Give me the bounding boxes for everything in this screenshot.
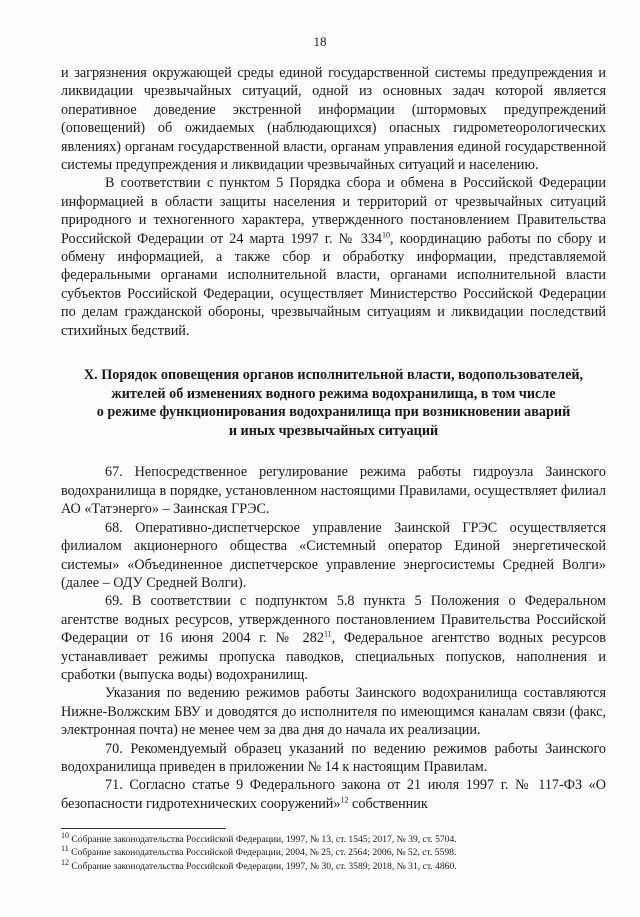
footnote-text: Собрание законодательства Российской Федерации, 2004, № 25, ст. 2564; 2006, № 52, ст. 5598.	[68, 847, 457, 859]
footnote-item	[61, 857, 606, 873]
footnote-number: 10	[61, 830, 69, 840]
paragraph-text: собственник	[348, 795, 428, 812]
footnote-number: 11	[61, 844, 69, 854]
heading-line: X. Порядок оповещения органов исполнительной власти, водопользователей,	[83, 367, 584, 384]
footnote-text: Собрание законодательства Российской Федерации, 1997, № 13, ст. 1545; 2017, № 39, ст. 5704.	[69, 834, 457, 845]
paragraph-text: 71. Согласно статье 9 Федерального закона от 21 июля 1997 г. № 117-ФЗ «О безопасности гидротехнических сооружений»	[61, 777, 606, 812]
document-body	[61, 64, 606, 813]
footnote-ref-12[interactable]: 12	[340, 795, 349, 805]
paragraph-69	[61, 592, 606, 684]
paragraph-67: 67. Непосредственное регулирование режима работы гидроузла Заинского водохранилища в порядке, установленном настоящими Правилами, осуществляет филиал АО «Татэнерго» – Заинская ГРЭС.	[61, 464, 606, 518]
paragraph-69-instructions: Указания по ведению режимов работы Заинского водохранилища составляются Нижне-Волжским БВУ и доводятся до исполнителя по имеющимся каналам связи (факс, электронная почта) не менее чем за два дня до начала их реализации.	[61, 685, 606, 739]
paragraph-text: , координацию работы по сбору и обмену информацией, а также сбор и обработку информации, представляемой федеральными органами исполнительной власти, органами исполнительной власти субъектов Российской Федерации, осуществляет Министерство Российской Федерации по делам гражданской обороны, чрезвычайным ситуациям и ликвидации последствий стихийных бедствий.	[61, 230, 606, 339]
footnote-item	[61, 846, 606, 859]
footnote-divider	[61, 828, 226, 829]
paragraph-text: , Федеральное агентство водных ресурсов устанавливает режимы пропуска паводков, специальных попусков, наполнения и сработки (выпуска воды) водохранилищ.	[61, 630, 606, 683]
footnotes	[61, 830, 606, 873]
heading-line: и иных чрезвычайных ситуаций	[228, 422, 439, 439]
paragraph-continuation: и загрязнения окружающей среды единой государственной системы предупреждения и ликвидации чрезвычайных ситуаций, одной из основных задач которой является оперативное доведение экстренной информации (штормовых предупреждений (оповещений) об ожидаемых (наблюдающихся) опасных гидрометеорологических явлениях) органам государственной власти, органам управления единой государственной системы предупреждения и ликвидации чрезвычайных ситуаций и населению.	[61, 65, 606, 174]
heading-line: о режиме функционирования водохранилища при возникновении аварий	[96, 404, 571, 421]
paragraph-71	[61, 776, 606, 813]
paragraph-coordination	[61, 174, 606, 340]
footnote-item	[61, 830, 606, 846]
page-number: 18	[313, 34, 327, 49]
paragraph-text: 69. В соответствии с подпунктом 5.8 пункта 5 Положения о Федеральном агентстве водных ресурсов, утвержденного постановлением Правительства Российской Федерации от 16 июня 2004 г. № 282	[61, 593, 606, 647]
footnote-text: Собрание законодательства Российской Федерации, 1997, № 30, ст. 3589; 2018, № 31, ст. 4860.	[69, 860, 457, 872]
section-heading	[61, 366, 606, 440]
paragraph-68: 68. Оперативно-диспетчерское управление Заинской ГРЭС осуществляется филиалом акционерного общества «Системный оператор Единой энергетической системы» «Объединенное диспетчерское управление энергосистемы Средней Волги» (далее – ОДУ Средней Волги).	[61, 519, 606, 591]
footnote-ref-11[interactable]: 11	[323, 629, 332, 639]
paragraph-70: 70. Рекомендуемый образец указаний по ведению режимов работы Заинского водохранилища приведен в приложении № 14 к настоящим Правилам.	[61, 740, 606, 775]
footnote-number: 12	[61, 857, 69, 867]
heading-line: жителей об изменениях водного режима водохранилища, в том числе	[111, 385, 556, 402]
paragraph-text: В соответствии с пунктом 5 Порядка сбора и обмена в Российской Федерации информацией в области защиты населения и территорий от чрезвычайных ситуаций природного и техногенного характера, утвержденного постановлением Правительства Российской Федерации от 24 марта 1997 г. № 334	[61, 175, 606, 247]
footnote-ref-10[interactable]: 10	[382, 229, 391, 239]
